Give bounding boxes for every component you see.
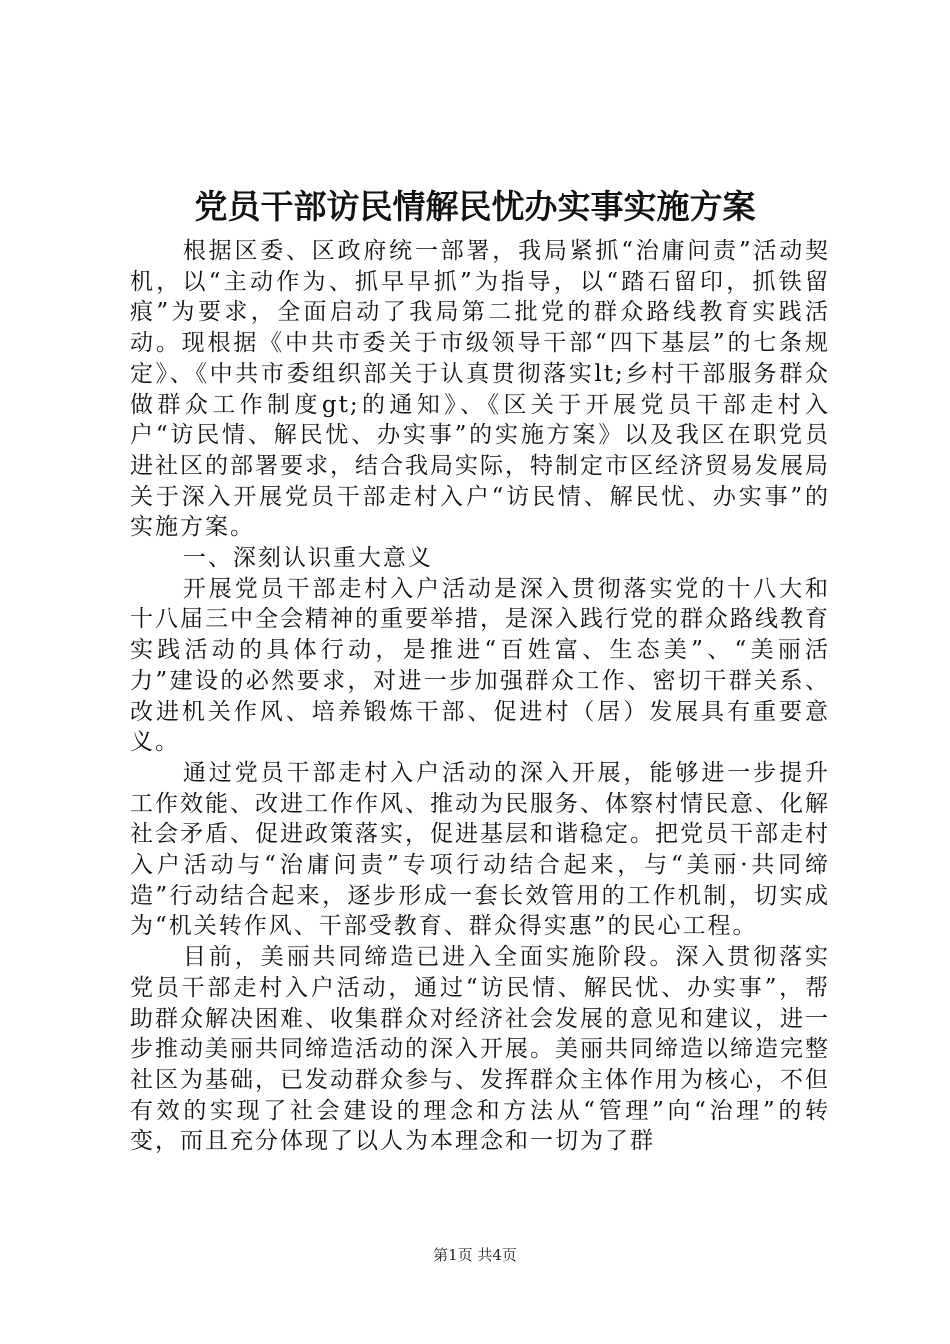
paragraph-significance: 开展党员干部走村入户活动是深入贯彻落实党的十八大和十八届三中全会精神的重要举措，是深入践行党的群众路线教育实践活动的具体行动，是推进“百姓富、生态美”、“美丽活力”建设的必然要求，对进一步加强群众工作、密切干群关系、改进机关作风、培养锻炼干部、促进村（居）发展具有重要意义。 — [130, 575, 830, 756]
page-number: 第1页 共4页 — [433, 1246, 517, 1264]
section-heading-1: 一、深刻认识重大意义 — [182, 545, 433, 572]
paragraph-effects: 通过党员干部走村入户活动的深入开展，能够进一步提升工作效能、改进工作作风、推动为民服务、体察村情民意、化解社会矛盾、促进政策落实，促进基层和谐稳定。把党员干部走村入户活动与“治庸问责”专项行动结合起来，与“美丽·共同缔造”行动结合起来，逐步形成一套长效管用的工作机制，切实成为“机关转作风、干部受教育、群众得实惠”的民心工程。 — [130, 759, 830, 940]
paragraph-current: 目前，美丽共同缔造已进入全面实施阶段。深入贯彻落实党员干部走村入户活动，通过“访民情、解民忧、办实事”，帮助群众解决困难、收集群众对经济社会发展的意见和建议，进一步推动美丽共同缔造活动的深入开展。美丽共同缔造以缔造完整社区为基础，已发动群众参与、发挥群众主体作用为核心，不但有效的实现了社会建设的理念和方法从“管理”向“治理”的转变，而且充分体现了以人为本理念和一切为了群 — [130, 944, 830, 1155]
document-title: 党员干部访民情解民忧办实事实施方案 — [194, 187, 756, 226]
paragraph-intro: 根据区委、区政府统一部署，我局紧抓“治庸问责”活动契机，以“主动作为、抓早早抓”为指导，以“踏石留印，抓铁留痕”为要求，全面启动了我局第二批党的群众路线教育实践活动。现根据《中共市委关于市级领导干部“四下基层”的七条规定》、《中共市委组织部关于认真贯彻落实lt;乡村干部服务群众做群众工作制度gt;的通知》、《区关于开展党员干部走村入户“访民情、解民忧、办实事”的实施方案》以及我区在职党员进社区的部署要求，结合我局实际，特制定市区经济贸易发展局关于深入开展党员干部走村入户“访民情、解民忧、办实事”的实施方案。 — [130, 238, 830, 541]
document-body — [130, 236, 830, 1157]
